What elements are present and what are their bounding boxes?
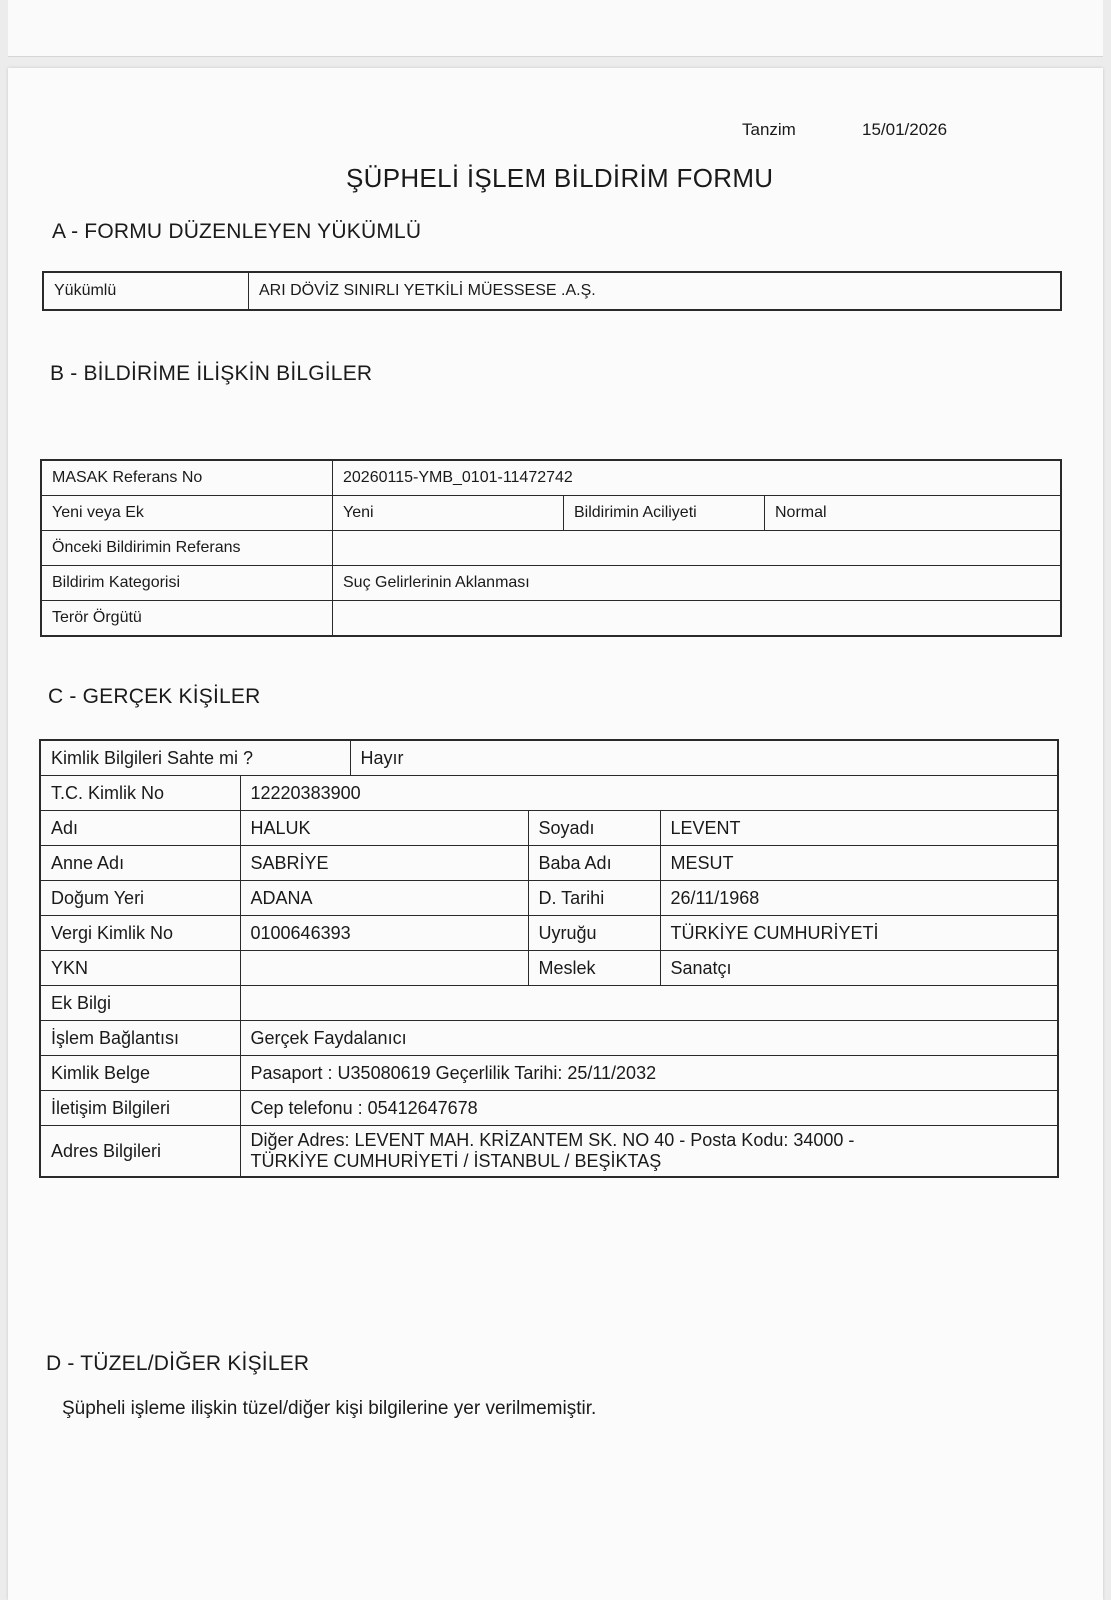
tc-label: T.C. Kimlik No — [40, 776, 240, 811]
category-value: Suç Gelirlerinin Aklanması — [333, 566, 1062, 601]
previous-page-edge — [8, 0, 1103, 57]
name-value: HALUK — [240, 811, 528, 846]
section-a-title: A - FORMU DÜZENLEYEN YÜKÜMLÜ — [52, 220, 422, 243]
section-c-title: C - GERÇEK KİŞİLER — [48, 685, 261, 708]
table-row — [40, 846, 1058, 881]
birthplace-value: ADANA — [240, 881, 528, 916]
table-row — [40, 740, 1058, 776]
table-row — [40, 776, 1058, 811]
table-row — [40, 986, 1058, 1021]
mother-label: Anne Adı — [40, 846, 240, 881]
birthdate-value: 26/11/1968 — [660, 881, 1058, 916]
address-value — [240, 1126, 1058, 1178]
table-row — [41, 460, 1061, 496]
masak-ref-label: MASAK Referans No — [41, 460, 333, 496]
prev-ref-value — [333, 531, 1062, 566]
masak-ref-value: 20260115-YMB_0101-11472742 — [333, 460, 1062, 496]
terror-org-label: Terör Örgütü — [41, 601, 333, 637]
table-row — [40, 1056, 1058, 1091]
obligor-label: Yükümlü — [43, 272, 249, 310]
section-d-title: D - TÜZEL/DİĞER KİŞİLER — [46, 1352, 310, 1375]
table-row — [40, 1126, 1058, 1178]
contact-label: İletişim Bilgileri — [40, 1091, 240, 1126]
table-row — [41, 531, 1061, 566]
table-row — [41, 601, 1061, 637]
ykn-label: YKN — [40, 951, 240, 986]
address-line-1: Diğer Adres: LEVENT MAH. KRİZANTEM SK. NO 40 - Posta Kodu: 34000 - — [250, 1130, 855, 1150]
surname-label: Soyadı — [528, 811, 660, 846]
table-row — [40, 916, 1058, 951]
table-row — [40, 951, 1058, 986]
category-label: Bildirim Kategorisi — [41, 566, 333, 601]
id-doc-value: Pasaport : U35080619 Geçerlilik Tarihi: 25/11/2032 — [240, 1056, 1058, 1091]
urgency-value: Normal — [765, 496, 1062, 531]
job-value: Sanatçı — [660, 951, 1058, 986]
prev-ref-label: Önceki Bildirimin Referans — [41, 531, 333, 566]
surname-value: LEVENT — [660, 811, 1058, 846]
table-row — [41, 496, 1061, 531]
terror-org-value — [333, 601, 1062, 637]
tax-label: Vergi Kimlik No — [40, 916, 240, 951]
urgency-label: Bildirimin Aciliyeti — [564, 496, 765, 531]
form-title: ŞÜPHELİ İŞLEM BİLDİRİM FORMU — [346, 163, 774, 193]
fake-id-label: Kimlik Bilgileri Sahte mi ? — [40, 740, 350, 776]
section-d-note: Şüpheli işleme ilişkin tüzel/diğer kişi bilgilerine yer verilmemiştir. — [62, 1398, 597, 1419]
id-doc-label: Kimlik Belge — [40, 1056, 240, 1091]
contact-value: Cep telefonu : 05412647678 — [240, 1091, 1058, 1126]
job-label: Meslek — [528, 951, 660, 986]
nationality-label: Uyruğu — [528, 916, 660, 951]
extra-value — [240, 986, 1058, 1021]
new-or-add-label: Yeni veya Ek — [41, 496, 333, 531]
relation-label: İşlem Bağlantısı — [40, 1021, 240, 1056]
ykn-value — [240, 951, 528, 986]
father-label: Baba Adı — [528, 846, 660, 881]
obligor-value: ARI DÖVİZ SINIRLI YETKİLİ MÜESSESE .A.Ş. — [249, 272, 1062, 310]
tanzim-date: 15/01/2026 — [862, 120, 948, 139]
notification-info-table — [40, 459, 1062, 637]
table-row — [41, 566, 1061, 601]
address-line-2: TÜRKİYE CUMHURİYETİ / İSTANBUL / BEŞİKTAŞ — [250, 1151, 662, 1171]
extra-label: Ek Bilgi — [40, 986, 240, 1021]
fake-id-value: Hayır — [350, 740, 1058, 776]
tc-value: 12220383900 — [240, 776, 1058, 811]
birthplace-label: Doğum Yeri — [40, 881, 240, 916]
relation-value: Gerçek Faydalanıcı — [240, 1021, 1058, 1056]
tax-value: 0100646393 — [240, 916, 528, 951]
father-value: MESUT — [660, 846, 1058, 881]
table-row — [40, 1091, 1058, 1126]
table-row — [40, 811, 1058, 846]
mother-value: SABRİYE — [240, 846, 528, 881]
tanzim-label: Tanzim — [742, 120, 796, 139]
birthdate-label: D. Tarihi — [528, 881, 660, 916]
natural-persons-table — [39, 739, 1059, 1178]
section-b-title: B - BİLDİRİME İLİŞKİN BİLGİLER — [50, 362, 373, 385]
table-row — [40, 1021, 1058, 1056]
name-label: Adı — [40, 811, 240, 846]
address-label: Adres Bilgileri — [40, 1126, 240, 1178]
new-or-add-value: Yeni — [333, 496, 564, 531]
obligor-table — [42, 271, 1062, 311]
nationality-value: TÜRKİYE CUMHURİYETİ — [660, 916, 1058, 951]
table-row — [43, 272, 1061, 310]
table-row — [40, 881, 1058, 916]
